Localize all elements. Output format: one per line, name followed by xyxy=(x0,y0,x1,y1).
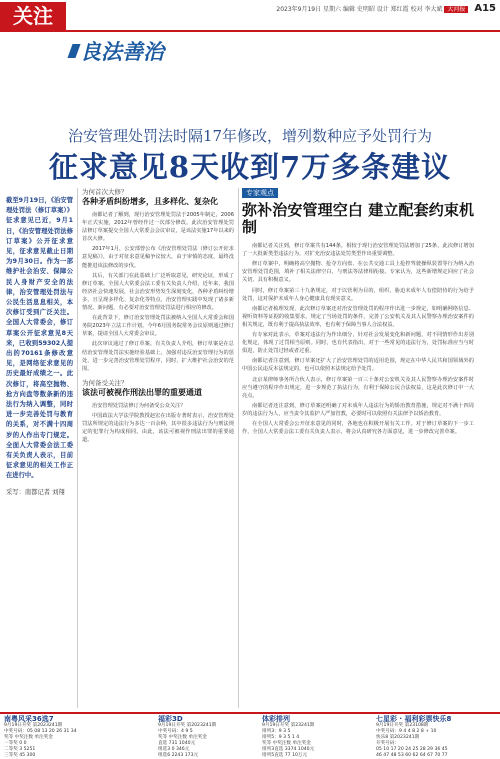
masthead-rule xyxy=(0,30,500,32)
masthead-badge: 大河报 xyxy=(444,6,468,13)
qa2-heading: 该法可被视作刑法出罪的重要通道 xyxy=(82,387,202,397)
lottery-box xyxy=(4,715,154,758)
article-column-b xyxy=(242,188,474,438)
lottery-line: 9月19日开奖 第2023241期 xyxy=(4,723,63,728)
article-lead xyxy=(6,196,73,498)
lottery-line: 9月19日开奖 第23241期 xyxy=(262,723,315,728)
paragraph: 有专家对此表示，草案对违法行为作出细分，针对社会发展变化和新问题，对不同情形作出差别化规定，体现了过罚相当原则。同时，也有代表指出，对于一些常见的违法行为，处罚标准应当与时俱进，防止处罚过轻或者过重。 xyxy=(242,332,474,355)
lottery-title: 福彩3D xyxy=(158,715,183,723)
qa1-heading: 各种矛盾纠纷增多，且多样化、复杂化 xyxy=(82,197,218,206)
lottery-line: 9月19日开奖 第2023241期 xyxy=(158,723,217,728)
paragraph: 中国政法大学法学院教授赵宏在出版专著时表示，治安管理处罚法所规定的违法行为多达一百余种，其中很多违法行为与刑法规定的犯罪行为构成相同。由此，该法可被视作刑法出罪的重要通道。 xyxy=(82,412,234,444)
masthead-meta-text: 2023年9月19日 星期六 编辑 史明昭 设计 郑红霞 校对 李大斌 xyxy=(276,6,443,13)
paragraph: 南都记者了解到，现行治安管理处罚法于2005年制定，2006年正式实施，2012年曾经作过一次部分修改。此次治安管理处罚法修订草案提交全国人大常委会会议审议，是该法实施17年以来的首次大修。 xyxy=(82,212,234,243)
paragraph: 南都记者还注意到，修订草案还明确了对未成年人违法行为的矫治教育措施，规定对不满十四周岁的违法行为人，应当责令其监护人严加管教，必要时可以依照有关法律予以矫治教育。 xyxy=(242,402,474,417)
lottery-results-strip xyxy=(0,712,500,758)
lottery-line: 排列5直选 77 10万元 xyxy=(262,753,308,758)
article-subhead: 治安管理处罚法时隔17年修改，增列数种应予处罚行为 xyxy=(67,127,433,145)
paragraph: 北京某律师事务所合伙人表示，修订草案第一百三十条对公安机关及其人民警察办理治安案件时应当遵守的程序作出规定，进一步规范了执法行为，有利于保障公民合法权益，这是此次修订中一大亮点。 xyxy=(242,376,474,399)
paragraph: 修订草案中，明确将高空抛物、抢夺方向盘、在公共交通工具上抢控驾驶操纵装置等行为纳入治安管理处罚范围，填补了相关法律空白，与刑法等法律相衔接。专家认为，这些新增规定回应了社会关切，具有积极意义。 xyxy=(242,261,474,284)
paragraph: 在全国人大常委会公开征求意见的同时，各地也在积极开展有关工作。对于修订草案的下一步工作，全国人大常委会法工委有关负责人表示，将会认真研究各方面意见，进一步修改完善草案。 xyxy=(242,420,474,436)
lottery-title: 南粤风采36选7 xyxy=(4,715,54,723)
paragraph: 同时，修订草案第三十九条规定，对于以营利为目的，组织、胁迫未成年人有偿陪侍的行为给予处罚，这对保护未成年人身心健康具有现实意义。 xyxy=(242,287,474,302)
lottery-line: 中奖号码：05 08 13 20 26 31 34 xyxy=(4,729,77,734)
paragraph: 2017年1月，公安部曾公布《治安管理处罚法（修订公开征求意见稿）》，由于对征求意见稿争议较大，由于审慎的态度，最终没能推进该法修改的步伐。 xyxy=(82,246,234,269)
lottery-line: 奖等 中奖注数 单注奖金 xyxy=(262,741,311,746)
article-headline: 征求意见8天收到7万多条建议 xyxy=(48,150,452,184)
masthead-meta xyxy=(276,3,496,14)
masthead xyxy=(0,0,500,36)
lottery-line: 奖等 中奖注数 单注奖金 xyxy=(158,735,207,740)
paragraph: 南都记者注意到，修订草案还扩大了治安管理处罚的适用范围，规定在中华人民共和国领域外的中国公民违反本法规定的，也可以依照本法规定给予处罚。 xyxy=(242,358,474,373)
expert-tag: 专家观点 xyxy=(242,188,278,198)
byline: 采写：南都记者 刘翔 xyxy=(6,488,65,496)
lottery-line: 9月19日开奖 第23108期 xyxy=(376,723,429,728)
lottery-line: 奖等 中奖注数 单注奖金 xyxy=(4,735,53,740)
lottery-line: 快乐8 第2023241期 xyxy=(376,735,420,740)
lottery-line: 排列3：9 3 5 xyxy=(262,729,291,734)
article-column-a xyxy=(82,188,234,446)
lottery-title: 体彩排列 xyxy=(262,715,290,723)
paragraph: 治安管理处罚法修订为何备受公众关注？ xyxy=(92,402,186,409)
lottery-line: 开奖号码： xyxy=(376,741,399,746)
lottery-line: 三等奖 45 300 xyxy=(4,753,36,758)
lottery-line: 直选 731 1040元 xyxy=(158,741,196,746)
section-tag: 关注 xyxy=(0,2,66,30)
lottery-line: 组选3 0 346元 xyxy=(158,747,190,752)
page-number: A15 xyxy=(474,3,496,14)
lottery-line: 05 10 17 20 24 25 28 29 36 45 xyxy=(376,747,448,752)
lottery-box xyxy=(158,715,258,758)
paragraph: 南都记者关注到，修订草案共有144条，相较于现行治安管理处罚法增加了25条，此次修订增加了一大批新类型违法行为，对扩充治安违法处罚类型作出重要调整。 xyxy=(242,243,474,258)
expert-title: 弥补治安管理空白 建立配套约束机制 xyxy=(242,201,474,237)
lottery-line: 中奖号码：9 4 4 8 2 8 + 10 xyxy=(376,729,437,734)
lead-text: 截至9月19日，《治安管理处罚法（修订草案）》征求意见已近，9月1日，《治安管理处罚法修订草案》公开征求意见，征求意见截止日期为9月30日。作为一部维护社会治安、保障公民人身财产安全的法律，治安管理处罚法与公民生活息息相关，本次修订受到广泛关注。全国人大常委会，修订草案公开征求意见8天来，已收到59302人提出的70161条修改意见，是网络征求意见的历史最好成绩之一。此次修订，将高空抛物、抢方向盘等数条新的违法行为纳入调整，同时进一步完善处罚与教育的关系，对不满十四周岁的人作出专门规定。全面人大常委会法工委有关负责人表示，目前征求意见的相关工作正在进行中。 xyxy=(6,197,73,480)
lottery-title: 七星彩 · 福利彩票快乐8 xyxy=(376,715,452,723)
lottery-line: 组选6 2243 173元 xyxy=(158,753,199,758)
lottery-line: 中奖号码：4 9 5 xyxy=(158,729,193,734)
paragraph: 其后，有关部门在此基础上广泛听取意见，研究论证，形成了修订草案。全国人大常委会法工委有关负责人介绍，近年来，我国经济社会快速发展，社会治安形势发生深刻变化，各种矛盾纠纷增多，且呈现多样化、复杂化等特点，治安管理实践中发现了诸多新情况、新问题，有必要对治安管理处罚法进行相应的修改。 xyxy=(82,272,234,312)
qa1-question: 为何首次大修？ xyxy=(82,188,128,196)
column-label: 良法善治 xyxy=(80,36,180,64)
lottery-box xyxy=(376,715,496,758)
lottery-line: 46 47 48 53 60 62 64 67 70 77 xyxy=(376,753,448,758)
paragraph: 南都记者梳理发现，此次修订草案还对治安管理处罚的程序作出进一步规定，如明确网络信息、视听资料等证据的收集要求，规定了当场处罚的条件，完善了公安机关及其人民警察办理治安案件的相关规定，既有利于提高执法效率，也有利于保障当事人合法权益。 xyxy=(242,305,474,328)
qa2-question: 为何备受关注？ xyxy=(82,378,128,387)
lottery-line: 排列3直选 3374 1040元 xyxy=(262,747,315,752)
paragraph: 此次审议通过了修订草案。有关负责人介绍，修订草案是在总结治安管理处罚法实施经验基础上，加强对违反治安管理行为的惩处，进一步完善治安管理处罚程序，同时，扩大维护社会治安的范围。 xyxy=(82,341,234,372)
article-body xyxy=(0,188,500,713)
lottery-line: 一等奖 0 0 xyxy=(4,741,27,746)
lottery-box xyxy=(262,715,372,758)
paragraph: 在此背景下，修订治安管理处罚法被纳入全国人大常委会和国务院2023年立法工作计划。今年6月国务院常务会议原则通过修订草案，提请全国人大常委会审议。 xyxy=(82,315,234,338)
lottery-line: 排列5：9 3 5 1 4 xyxy=(262,735,300,740)
lottery-line: 二等奖 3 5251 xyxy=(4,747,36,752)
